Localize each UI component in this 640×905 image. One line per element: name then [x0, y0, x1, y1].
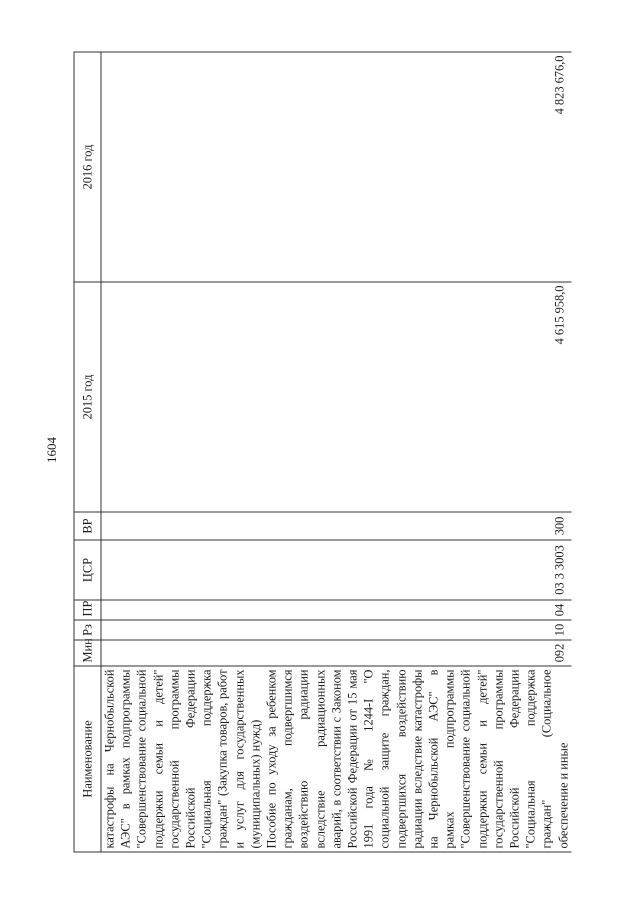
row-pr	[101, 600, 264, 620]
row-2016: 4 823 676,0	[264, 52, 572, 282]
header-2015: 2015 год	[74, 282, 101, 512]
budget-table-frame	[74, 53, 595, 853]
row-rz	[101, 620, 264, 640]
page-number: 1604	[44, 437, 59, 463]
row-pr: 04	[264, 600, 572, 620]
header-vr: ВР	[74, 512, 101, 540]
table-header-row	[74, 52, 101, 852]
row-2016	[101, 52, 264, 282]
row-csr: 03 3 3003	[264, 540, 572, 600]
row-min: 092	[264, 640, 572, 666]
row-vr	[101, 512, 264, 540]
row-min	[101, 640, 264, 666]
row-2015: 4 615 958,0	[264, 282, 572, 512]
row-2015	[101, 282, 264, 512]
header-csr: ЦСР	[74, 540, 101, 600]
budget-table	[74, 52, 572, 853]
table-row	[101, 52, 264, 852]
row-name-text: катастрофы на Чернобыльской АЭС" в рамках подпрограммы "Совершенствование социальной поддержки семьи и детей" государственной программы Российской Федерации "Социальная поддержка граждан" (Закупка товаров, работ и услуг для государственных (муниципальных) нужд)	[102, 669, 263, 849]
row-rz: 10	[264, 620, 572, 640]
header-rz-main: Рз	[80, 624, 94, 636]
header-pr: ПР	[74, 600, 101, 620]
row-name	[264, 666, 572, 852]
header-name: Наименование	[74, 666, 101, 852]
row-csr	[101, 540, 264, 600]
header-2016: 2016 год	[74, 52, 101, 282]
row-vr: 300	[264, 512, 572, 540]
table-row	[264, 52, 572, 852]
row-name-text: Пособие по уходу за ребенком гражданам, подвергшимся воздействию радиации вследствие радиационных аварий, в соответствии с Законом Российской Федерации от 15 мая 1991 года № 1244-I "О социальной защите граждан, подвергшихся воздействию радиации вследствие катастрофы на Чернобыльской АЭС" в рамках подпрограммы "Совершенствование социальной поддержки семьи и детей" государственной программы Российской Федерации "Социальная поддержка граждан" (Социальное обеспечение и иные	[264, 669, 571, 849]
row-name	[101, 666, 264, 852]
header-min: Мин	[74, 640, 101, 666]
header-rz	[74, 620, 101, 640]
